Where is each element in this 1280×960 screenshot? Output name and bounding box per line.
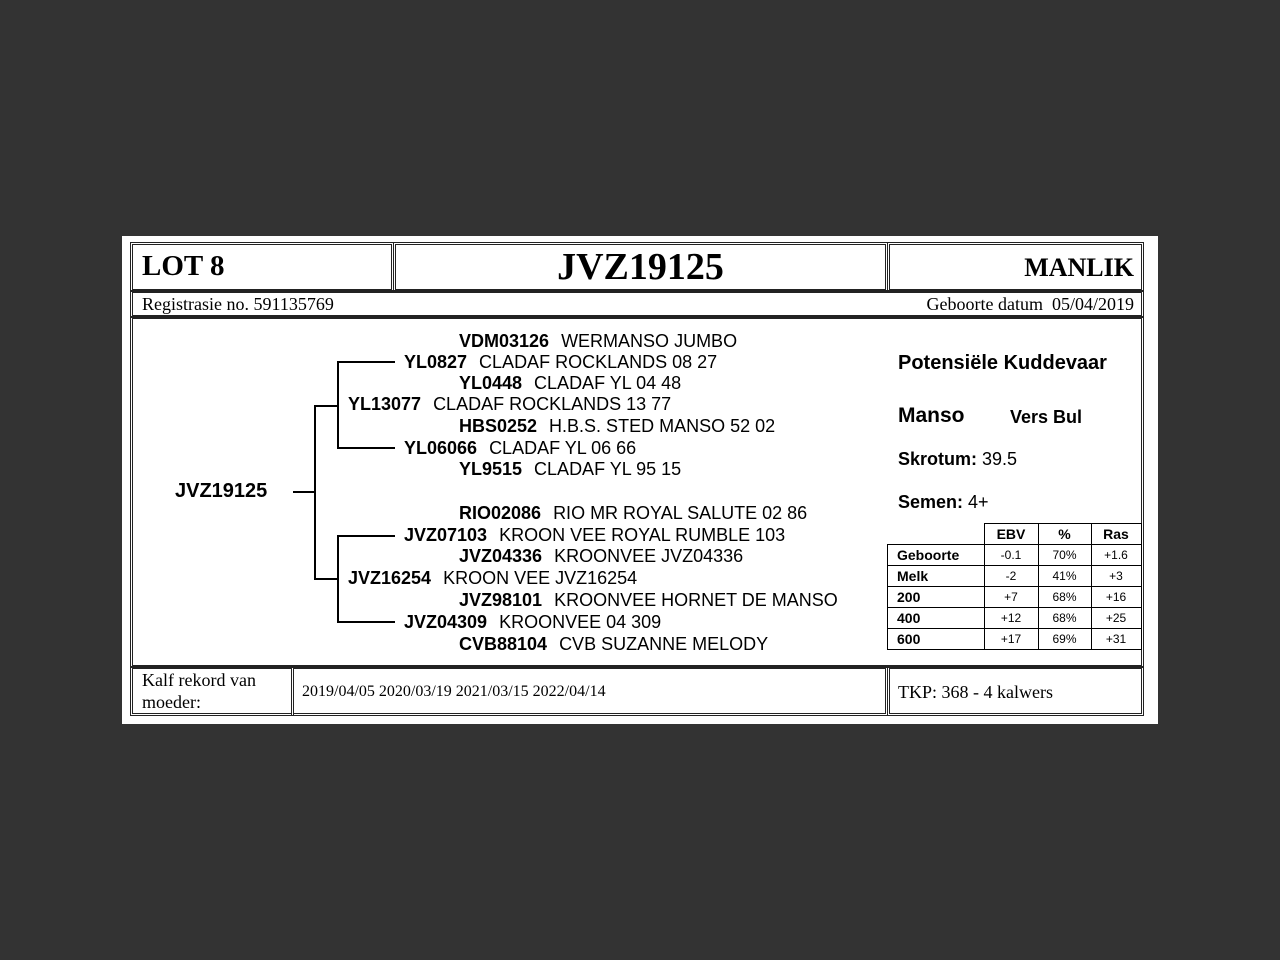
table-row bbox=[888, 608, 1142, 629]
table-row bbox=[888, 545, 1142, 566]
semen-value: 4+ bbox=[968, 492, 989, 512]
pedigree-dam-sire-dam bbox=[459, 546, 743, 567]
birth-date-label: Geboorte datum bbox=[926, 294, 1043, 314]
ebv-cell: +7 bbox=[984, 587, 1038, 608]
pedigree-line-dam-vertical bbox=[337, 535, 339, 623]
pedigree-dam-dam-dam bbox=[459, 634, 768, 655]
ebv-pct-cell: 68% bbox=[1038, 608, 1091, 629]
info-scrotum bbox=[898, 449, 1017, 470]
ebv-row-label: 400 bbox=[888, 608, 985, 629]
animal-name: CLADAF YL 04 48 bbox=[534, 373, 682, 393]
animal-id: JVZ16254 bbox=[348, 568, 432, 588]
table-row bbox=[888, 629, 1142, 650]
pedigree-line-to-sire bbox=[314, 405, 338, 407]
animal-id: JVZ04309 bbox=[404, 612, 488, 632]
info-category: Vers Bul bbox=[1010, 407, 1083, 427]
animal-name: CLADAF ROCKLANDS 13 77 bbox=[433, 394, 672, 414]
animal-name: CLADAF YL 95 15 bbox=[534, 459, 682, 479]
ebv-pct-cell: 41% bbox=[1038, 566, 1091, 587]
pedigree-line-to-dam-dam bbox=[337, 621, 395, 623]
ebv-cell: -0.1 bbox=[984, 545, 1038, 566]
pedigree-line-to-sire-sire bbox=[337, 361, 395, 363]
animal-id: YL0448 bbox=[459, 373, 523, 393]
pedigree-sire-sire-sire bbox=[459, 331, 737, 352]
ebv-header-row bbox=[888, 524, 1142, 545]
animal-id: JVZ07103 bbox=[404, 525, 488, 545]
animal-id: VDM03126 bbox=[459, 331, 550, 351]
animal-id: YL9515 bbox=[459, 459, 523, 479]
pedigree-line-sire-vertical bbox=[337, 361, 339, 449]
info-breed: Manso bbox=[898, 404, 965, 427]
ebv-header-ebv: EBV bbox=[984, 524, 1038, 545]
animal-id: YL06066 bbox=[404, 438, 478, 458]
animal-name: H.B.S. STED MANSO 52 02 bbox=[549, 416, 776, 436]
animal-name: WERMANSO JUMBO bbox=[561, 331, 738, 351]
ebv-ras-cell: +31 bbox=[1091, 629, 1141, 650]
pedigree-line-subject bbox=[293, 491, 315, 493]
pedigree-dam bbox=[348, 568, 637, 589]
pedigree-sire-sire-dam bbox=[459, 373, 681, 394]
ebv-pct-cell: 70% bbox=[1038, 545, 1091, 566]
animal-name: RIO MR ROYAL SALUTE 02 86 bbox=[553, 503, 808, 523]
ebv-cell: +17 bbox=[984, 629, 1038, 650]
animal-id: JVZ04336 bbox=[459, 546, 543, 566]
ebv-cell: -2 bbox=[984, 566, 1038, 587]
ebv-row-label: Geboorte bbox=[888, 545, 985, 566]
ebv-ras-cell: +3 bbox=[1091, 566, 1141, 587]
calf-record-label-line1: Kalf rekord van bbox=[142, 670, 256, 690]
pedigree-line-to-dam-sire bbox=[337, 535, 395, 537]
pedigree-sire-dam bbox=[404, 438, 636, 459]
table-row bbox=[888, 587, 1142, 608]
pedigree-subject: JVZ19125 bbox=[175, 480, 268, 502]
registration-number: Registrasie no. 591135769 bbox=[142, 294, 334, 314]
pedigree-line-to-dam bbox=[314, 578, 338, 580]
animal-id: HBS0252 bbox=[459, 416, 538, 436]
animal-id: YL0827 bbox=[404, 352, 468, 372]
animal-id: JVZ98101 bbox=[459, 590, 543, 610]
animal-name: KROON VEE ROYAL RUMBLE 103 bbox=[499, 525, 786, 545]
ebv-table bbox=[887, 523, 1142, 650]
pedigree-dam-sire bbox=[404, 525, 785, 546]
ebv-row-label: 600 bbox=[888, 629, 985, 650]
animal-id-title: JVZ19125 bbox=[557, 246, 724, 288]
ebv-header-ras: Ras bbox=[1091, 524, 1141, 545]
scrotum-label: Skrotum: bbox=[898, 449, 978, 469]
animal-id: RIO02086 bbox=[459, 503, 542, 523]
birth-date bbox=[927, 294, 1134, 315]
birth-date-value: 05/04/2019 bbox=[1051, 294, 1134, 314]
calf-record-label bbox=[142, 669, 256, 713]
calf-record-label-line2: moeder: bbox=[142, 692, 201, 712]
ebv-pct-cell: 69% bbox=[1038, 629, 1091, 650]
table-row bbox=[888, 566, 1142, 587]
animal-name: CLADAF ROCKLANDS 08 27 bbox=[479, 352, 718, 372]
info-title: Potensiële Kuddevaar bbox=[898, 352, 1107, 374]
ebv-pct-cell: 68% bbox=[1038, 587, 1091, 608]
pedigree-sire-dam-sire bbox=[459, 416, 775, 437]
ebv-header-blank bbox=[888, 524, 985, 545]
pedigree-sire-dam-dam bbox=[459, 459, 681, 480]
ebv-cell: +12 bbox=[984, 608, 1038, 629]
animal-name: CVB SUZANNE MELODY bbox=[559, 634, 769, 654]
animal-name: KROONVEE 04 309 bbox=[499, 612, 662, 632]
ebv-ras-cell: +25 bbox=[1091, 608, 1141, 629]
pedigree-line-main-vertical bbox=[314, 405, 316, 580]
animal-name: KROONVEE JVZ04336 bbox=[554, 546, 744, 566]
tkp-value: TKP: 368 - 4 kalwers bbox=[898, 682, 1053, 702]
semen-label: Semen: bbox=[898, 492, 964, 512]
ebv-row-label: 200 bbox=[888, 587, 985, 608]
lot-number: LOT 8 bbox=[142, 250, 225, 282]
scrotum-value: 39.5 bbox=[982, 449, 1018, 469]
animal-name: KROONVEE HORNET DE MANSO bbox=[554, 590, 838, 610]
animal-id: YL13077 bbox=[348, 394, 422, 414]
info-semen bbox=[898, 492, 989, 513]
lot-card bbox=[122, 236, 1158, 724]
pedigree-sire-sire bbox=[404, 352, 717, 373]
animal-name: KROON VEE JVZ16254 bbox=[443, 568, 638, 588]
animal-id: CVB88104 bbox=[459, 634, 548, 654]
sex-label: MANLIK bbox=[1024, 253, 1134, 282]
animal-name: CLADAF YL 06 66 bbox=[489, 438, 637, 458]
ebv-header-pct: % bbox=[1038, 524, 1091, 545]
ebv-ras-cell: +1.6 bbox=[1091, 545, 1141, 566]
calf-dates: 2019/04/05 2020/03/19 2021/03/15 2022/04/14 bbox=[302, 683, 606, 700]
pedigree-sire bbox=[348, 394, 671, 415]
ebv-row-label: Melk bbox=[888, 566, 985, 587]
pedigree-dam-sire-sire bbox=[459, 503, 807, 524]
pedigree-dam-dam-sire bbox=[459, 590, 838, 611]
pedigree-line-to-sire-dam bbox=[337, 447, 395, 449]
pedigree-dam-dam bbox=[404, 612, 661, 633]
ebv-ras-cell: +16 bbox=[1091, 587, 1141, 608]
